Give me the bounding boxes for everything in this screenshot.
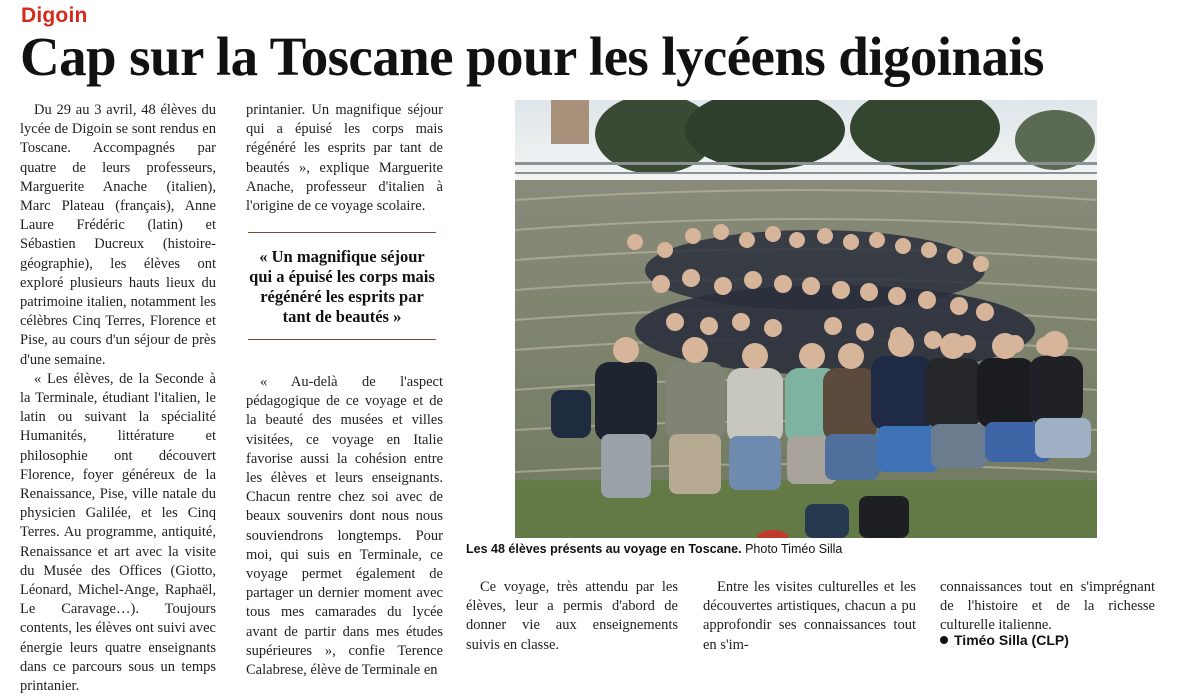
article-column-2-top (246, 101, 443, 216)
article-column-3 (466, 578, 678, 655)
author-name: Timéo Silla (CLP) (954, 632, 1069, 648)
caption-credit: Photo Timéo Silla (745, 542, 843, 556)
paragraph-continuation: printanier. Un magnifique séjour qui a épuisé les corps mais régénéré les esprits par tant de beautés », explique Marguerite Anache, professeur d'italien à l'origine de ce voyage scolaire. (246, 102, 443, 215)
caption-text: Les 48 élèves présents au voyage en Toscane. (466, 542, 742, 556)
photo-caption (466, 542, 1106, 556)
paragraph-student-quote: « Au-delà de l'aspect pédagogique de ce voyage et de la beauté des musées et villes visitées, ce voyage en Italie favorise aussi la cohésion entre les élèves et leurs enseignants. Chacun rentre chez soi avec de beaux souvenirs dont nous nous souviendrons longtemps. Pour moi, qui suis en Terminale, ce voyage permet également de partager un dernier moment avec tous mes camarades du lycée avant de partir dans mes études supérieures », confie Terence Calabrese, élève de Terminale en (246, 374, 443, 679)
pull-quote: « Un magnifique séjour qui a épuisé les corps mais régénéré les esprits par tant de beautés » (248, 232, 436, 340)
paragraph-visits: Entre les visites culturelles et les découvertes artistiques, chacun a pu approfondir ses connaissances tout en s'im- (703, 579, 916, 653)
article-column-1 (20, 101, 216, 696)
bullet-icon (940, 636, 948, 644)
paragraph-trip: Ce voyage, très attendu par les élèves, leur a permis d'abord de donner vie aux enseignements suivis en classe. (466, 579, 678, 653)
article-column-2-bottom (246, 373, 443, 680)
paragraph-intro: Du 29 au 3 avril, 48 élèves du lycée de Digoin se sont rendus en Toscane. Accompagnés par quatre de leurs professeurs, Marguerite Anache (italien), Marc Plateau (français), Anne Laure Frédéric (latin) et Sébastien Ducreux (histoire-géographie), les élèves ont exploré plusieurs hauts lieux du patrimoine italien, notamment les célèbres Cinq Terres, Florence et Pise, au cours d'un séjour de près d'une semaine. (20, 102, 216, 368)
author-signature (940, 632, 1069, 648)
paragraph-quote-teacher: « Les élèves, de la Seconde à la Terminale, étudiant l'italien, le latin ou suivant la spécialité Humanités, littérature et philosophie ont découvert Florence, foyer généreux de la Renaissance, Pise, ville natale du physicien Galilée, et les Cinq Terres. Au programme, antiquité, Renaissance et art avec la visite du Musée des Offices (Giotto, Léonard, Michel-Ange, Raphaël, Le Caravage…). Toujours contents, les élèves ont suivi avec énergie leurs quatre enseignants dans ce parcours sous un temps printanier. (20, 370, 216, 695)
paragraph-closing: connaissances tout en s'imprégnant de l'histoire et de la richesse culturelle italienne. (940, 579, 1155, 634)
section-kicker: Digoin (21, 4, 88, 27)
amphitheatre-photo-illustration (515, 100, 1097, 538)
headline: Cap sur la Toscane pour les lycéens digoinais (20, 26, 1044, 87)
article-column-5 (940, 578, 1155, 636)
group-photo (515, 100, 1097, 538)
article-column-4 (703, 578, 916, 655)
